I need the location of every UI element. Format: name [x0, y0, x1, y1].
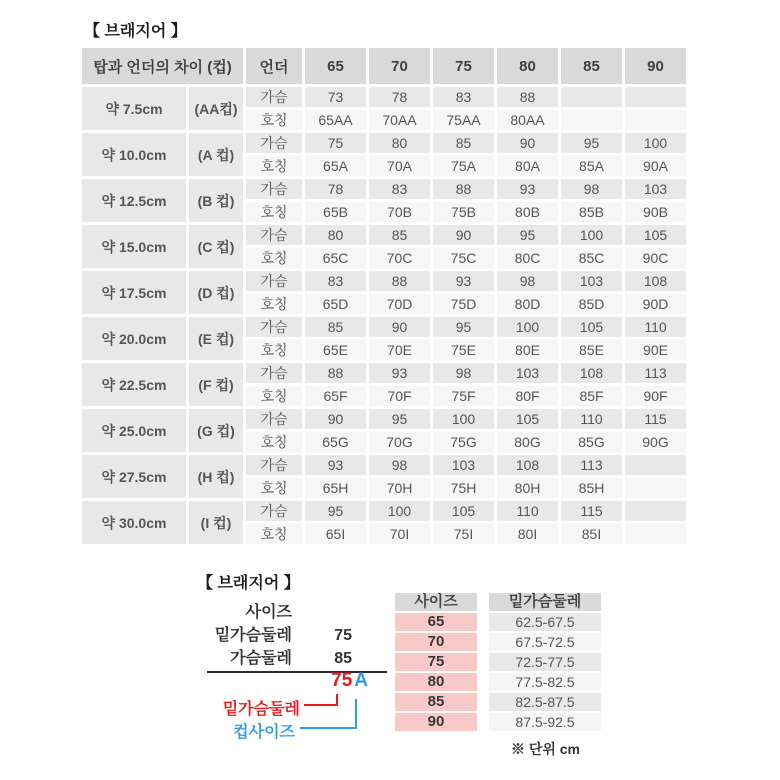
row-label-name: 호칭 [246, 478, 302, 498]
bust-value-cell: 95 [305, 501, 366, 521]
size-name-cell: 65G [305, 432, 366, 452]
size-name-cell: 70A [369, 156, 430, 176]
bust-value-cell: 93 [369, 363, 430, 383]
bust-value-cell: 95 [561, 133, 622, 153]
row-label-bust: 가슴 [246, 317, 302, 337]
band-range-cell: 87.5-92.5 [489, 713, 601, 731]
cup-diff-cell: 약 7.5cm [82, 87, 186, 130]
row-label-name: 호칭 [246, 524, 302, 544]
size-name-cell: 70C [369, 248, 430, 268]
bust-value-cell: 110 [625, 317, 686, 337]
row-label-name: 호칭 [246, 386, 302, 406]
row-label-bust: 가슴 [246, 225, 302, 245]
bust-value-cell: 110 [497, 501, 558, 521]
bust-value-cell [625, 501, 686, 521]
bust-value-cell: 90 [305, 409, 366, 429]
row-label-bust: 가슴 [246, 455, 302, 475]
cup-label-cell: (A 컵) [189, 133, 243, 176]
row-label-name: 호칭 [246, 340, 302, 360]
size-name-cell: 70F [369, 386, 430, 406]
example-band-number: 75 [331, 670, 353, 691]
bust-value-cell: 98 [433, 363, 494, 383]
size-name-cell: 70G [369, 432, 430, 452]
size-name-cell: 65D [305, 294, 366, 314]
row-label-bust: 가슴 [246, 179, 302, 199]
size-name-cell: 85H [561, 478, 622, 498]
cup-label-cell: (E 컵) [189, 317, 243, 360]
bust-row [82, 455, 686, 475]
band-size-header: 90 [625, 48, 686, 84]
bust-value-cell: 105 [561, 317, 622, 337]
size-name-cell: 80D [497, 294, 558, 314]
row-label-name: 호칭 [246, 294, 302, 314]
band-range-cell: 67.5-72.5 [489, 633, 601, 651]
size-table-header-row [82, 48, 686, 84]
size-name-cell: 65F [305, 386, 366, 406]
cup-label-cell: (G 컵) [189, 409, 243, 452]
cup-label-cell: (AA컵) [189, 87, 243, 130]
size-name-cell: 90A [625, 156, 686, 176]
bust-value-cell: 78 [305, 179, 366, 199]
band-size-header: 85 [561, 48, 622, 84]
bust-row [82, 87, 686, 107]
underbust-connector-line [336, 694, 338, 706]
bust-value-cell: 98 [369, 455, 430, 475]
bust-value-cell: 83 [433, 87, 494, 107]
bust-row [82, 501, 686, 521]
example-size-result [300, 670, 368, 692]
bust-value-cell: 85 [433, 133, 494, 153]
size-name-cell: 70H [369, 478, 430, 498]
size-table-body [82, 87, 686, 544]
bust-value-cell: 85 [369, 225, 430, 245]
bust-row [82, 409, 686, 429]
bust-value-cell: 83 [369, 179, 430, 199]
size-name-cell: 70D [369, 294, 430, 314]
size-name-cell: 80G [497, 432, 558, 452]
bust-row [82, 271, 686, 291]
size-name-cell: 75AA [433, 110, 494, 130]
bust-value-cell: 103 [433, 455, 494, 475]
band-size-cell: 80 [395, 673, 477, 691]
bust-value-cell: 80 [369, 133, 430, 153]
size-name-cell: 80A [497, 156, 558, 176]
bust-value-cell: 115 [561, 501, 622, 521]
bust-value-cell: 93 [497, 179, 558, 199]
cup-label-cell: (C 컵) [189, 225, 243, 268]
size-name-cell: 90D [625, 294, 686, 314]
cupsize-connector-line [300, 727, 357, 729]
example-row [182, 624, 352, 647]
size-name-cell: 80AA [497, 110, 558, 130]
size-name-cell: 75E [433, 340, 494, 360]
size-name-cell: 75F [433, 386, 494, 406]
bust-value-cell: 105 [625, 225, 686, 245]
bust-value-cell: 100 [369, 501, 430, 521]
bust-value-cell: 113 [561, 455, 622, 475]
band-range-cell: 77.5-82.5 [489, 673, 601, 691]
bust-value-cell [625, 87, 686, 107]
size-name-cell: 90C [625, 248, 686, 268]
cup-diff-cell: 약 25.0cm [82, 409, 186, 452]
size-name-cell: 85E [561, 340, 622, 360]
band-table-header: 밑가슴둘레 [489, 593, 601, 611]
size-name-cell: 80H [497, 478, 558, 498]
band-size-cell: 85 [395, 693, 477, 711]
cup-label-cell: (F 컵) [189, 363, 243, 406]
size-name-cell: 65B [305, 202, 366, 222]
cup-diff-cell: 약 22.5cm [82, 363, 186, 406]
band-size-cell: 70 [395, 633, 477, 651]
example-row-label: 사이즈 [245, 604, 292, 621]
bust-row [82, 133, 686, 153]
example-row-label: 가슴둘레 [230, 650, 292, 667]
size-name-cell: 85D [561, 294, 622, 314]
size-name-cell: 65A [305, 156, 366, 176]
bust-value-cell: 105 [433, 501, 494, 521]
underbust-callout-label: 밑가슴둘레 [222, 701, 300, 718]
example-row-value: 75 [334, 627, 352, 644]
bust-row [82, 225, 686, 245]
band-table-header: 사이즈 [395, 593, 477, 611]
size-name-cell: 65H [305, 478, 366, 498]
band-range-table [395, 593, 601, 731]
cup-diff-cell: 약 27.5cm [82, 455, 186, 498]
size-name-cell: 70B [369, 202, 430, 222]
bust-value-cell: 108 [497, 455, 558, 475]
band-range-cell: 72.5-77.5 [489, 653, 601, 671]
example-row [182, 601, 352, 624]
bust-value-cell: 80 [305, 225, 366, 245]
row-label-bust: 가슴 [246, 271, 302, 291]
size-name-cell: 65C [305, 248, 366, 268]
cup-diff-cell: 약 30.0cm [82, 501, 186, 544]
size-name-cell: 75D [433, 294, 494, 314]
bust-value-cell: 95 [433, 317, 494, 337]
bra-size-table [79, 45, 689, 547]
row-label-name: 호칭 [246, 202, 302, 222]
bust-value-cell: 100 [433, 409, 494, 429]
bust-value-cell: 78 [369, 87, 430, 107]
size-name-cell [625, 524, 686, 544]
bust-value-cell: 108 [561, 363, 622, 383]
bust-value-cell: 85 [305, 317, 366, 337]
bust-value-cell: 103 [561, 271, 622, 291]
size-name-cell: 65AA [305, 110, 366, 130]
band-size-header: 70 [369, 48, 430, 84]
size-name-cell: 75B [433, 202, 494, 222]
bust-value-cell: 95 [497, 225, 558, 245]
size-name-cell: 85F [561, 386, 622, 406]
bust-value-cell: 88 [497, 87, 558, 107]
row-label-name: 호칭 [246, 432, 302, 452]
unit-note: ※ 단위 cm [510, 741, 580, 757]
band-range-cell: 82.5-87.5 [489, 693, 601, 711]
cup-label-cell: (I 컵) [189, 501, 243, 544]
band-size-cell: 75 [395, 653, 477, 671]
band-size-header: 75 [433, 48, 494, 84]
size-name-cell: 75C [433, 248, 494, 268]
bust-row [82, 363, 686, 383]
bust-value-cell: 115 [625, 409, 686, 429]
size-name-cell: 75I [433, 524, 494, 544]
band-size-cell: 90 [395, 713, 477, 731]
size-name-cell: 80F [497, 386, 558, 406]
size-name-cell: 85I [561, 524, 622, 544]
bust-value-cell: 93 [433, 271, 494, 291]
size-name-cell [625, 478, 686, 498]
bust-value-cell: 90 [433, 225, 494, 245]
band-size-header: 65 [305, 48, 366, 84]
size-name-cell: 70I [369, 524, 430, 544]
size-name-cell: 75A [433, 156, 494, 176]
cup-label-cell: (H 컵) [189, 455, 243, 498]
row-label-bust: 가슴 [246, 501, 302, 521]
bust-value-cell: 95 [369, 409, 430, 429]
size-name-cell: 80C [497, 248, 558, 268]
cup-diff-cell: 약 15.0cm [82, 225, 186, 268]
guide-title: 【 브래지어 】 [197, 575, 300, 592]
example-row-label: 밑가슴둘레 [214, 627, 292, 644]
size-name-cell: 90G [625, 432, 686, 452]
band-range-cell: 62.5-67.5 [489, 613, 601, 631]
size-name-cell: 80E [497, 340, 558, 360]
bust-value-cell [561, 87, 622, 107]
size-name-cell: 90E [625, 340, 686, 360]
bust-row [82, 179, 686, 199]
size-name-cell: 70E [369, 340, 430, 360]
bust-value-cell: 100 [561, 225, 622, 245]
size-name-cell: 65E [305, 340, 366, 360]
cup-diff-cell: 약 20.0cm [82, 317, 186, 360]
col-header-under: 언더 [246, 48, 302, 84]
bust-value-cell: 90 [369, 317, 430, 337]
bust-value-cell: 113 [625, 363, 686, 383]
cup-label-cell: (B 컵) [189, 179, 243, 222]
cup-diff-cell: 약 10.0cm [82, 133, 186, 176]
bust-value-cell: 90 [497, 133, 558, 153]
bust-value-cell: 88 [433, 179, 494, 199]
size-name-cell: 90B [625, 202, 686, 222]
size-name-cell: 75G [433, 432, 494, 452]
underbust-connector-line [304, 704, 338, 706]
size-name-cell [561, 110, 622, 130]
size-name-cell: 85B [561, 202, 622, 222]
row-label-bust: 가슴 [246, 409, 302, 429]
cupsize-callout-label: 컵사이즈 [233, 724, 295, 741]
row-label-name: 호칭 [246, 156, 302, 176]
band-size-cell: 65 [395, 613, 477, 631]
cup-diff-cell: 약 17.5cm [82, 271, 186, 314]
row-label-name: 호칭 [246, 248, 302, 268]
bust-value-cell: 98 [561, 179, 622, 199]
bust-value-cell: 98 [497, 271, 558, 291]
row-label-bust: 가슴 [246, 87, 302, 107]
cup-label-cell: (D 컵) [189, 271, 243, 314]
example-row-value [292, 601, 352, 624]
size-name-cell: 90F [625, 386, 686, 406]
bust-value-cell: 88 [305, 363, 366, 383]
size-name-cell [625, 110, 686, 130]
row-label-bust: 가슴 [246, 133, 302, 153]
size-name-cell: 85A [561, 156, 622, 176]
cup-diff-cell: 약 12.5cm [82, 179, 186, 222]
size-name-cell: 70AA [369, 110, 430, 130]
bust-value-cell: 100 [497, 317, 558, 337]
example-measurements [182, 601, 352, 670]
bust-value-cell: 110 [561, 409, 622, 429]
size-name-cell: 80B [497, 202, 558, 222]
bust-value-cell: 108 [625, 271, 686, 291]
bust-value-cell: 103 [625, 179, 686, 199]
size-name-cell: 85G [561, 432, 622, 452]
example-row-value: 85 [334, 650, 352, 667]
row-label-bust: 가슴 [246, 363, 302, 383]
size-name-cell: 85C [561, 248, 622, 268]
row-label-name: 호칭 [246, 110, 302, 130]
size-name-cell: 65I [305, 524, 366, 544]
bust-row [82, 317, 686, 337]
band-size-header: 80 [497, 48, 558, 84]
bust-value-cell: 83 [305, 271, 366, 291]
bust-value-cell: 105 [497, 409, 558, 429]
size-name-cell: 75H [433, 478, 494, 498]
bust-value-cell: 93 [305, 455, 366, 475]
example-row [182, 647, 352, 670]
bust-value-cell: 100 [625, 133, 686, 153]
bust-value-cell: 73 [305, 87, 366, 107]
bust-value-cell: 75 [305, 133, 366, 153]
bust-value-cell [625, 455, 686, 475]
cupsize-connector-line [355, 699, 357, 729]
bust-value-cell: 88 [369, 271, 430, 291]
col-header-diff: 탑과 언더의 차이 (컵) [82, 48, 243, 84]
size-name-cell: 80I [497, 524, 558, 544]
bust-value-cell: 103 [497, 363, 558, 383]
main-table-title: 【 브래지어 】 [84, 23, 187, 40]
example-cup-letter: A [354, 670, 368, 691]
